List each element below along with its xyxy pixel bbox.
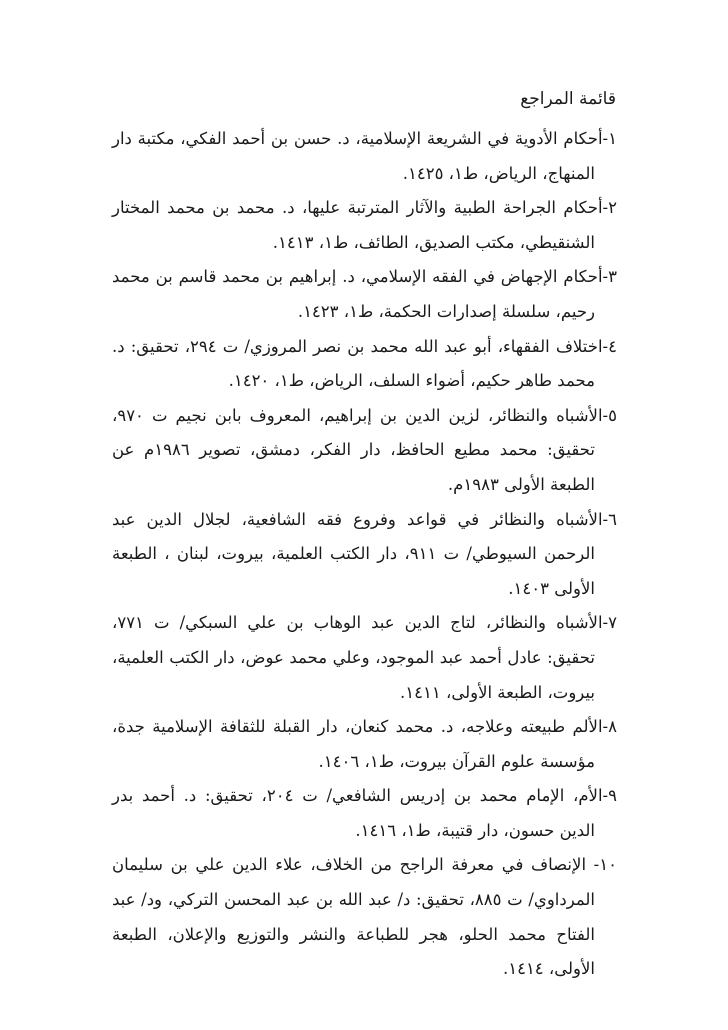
reference-item: ٣-أحكام الإجهاض في الفقه الإسلامي، د. إبراهيم بن محمد قاسم بن محمد رحيم، سلسلة إصدارات الحكمة، ط١، ١٤٢٣. <box>112 267 617 321</box>
reference-item: ٦-الأشباه والنظائر في قواعد وفروع فقه الشافعية، لجلال الدين عبد الرحمن السيوطي/ ت ٩١١، دار الكتب العلمية، بيروت، لبنان ، الطبعة الأولى ١٤٠٣. <box>112 509 617 598</box>
reference-item: ٧-الأشباه والنظائر، لتاج الدين عبد الوهاب بن علي السبكي/ ت ٧٧١، تحقيق: عادل أحمد عبد الموجود، وعلي محمد عوض، دار الكتب العلمية، بيروت، الطبعة الأولى، ١٤١١. <box>112 613 617 702</box>
reference-item: ٤-اختلاف الفقهاء، أبو عبد الله محمد بن نصر المروزي/ ت ٢٩٤، تحقيق: د. محمد طاهر حكيم، أضواء السلف، الرياض، ط١، ١٤٢٠. <box>112 336 617 391</box>
reference-item: ١٠- الإنصاف في معرفة الراجح من الخلاف، علاء الدين علي بن سليمان المرداوي/ ت ٨٨٥، تحقيق: د/ عبد الله بن عبد المحسن التركي، ود/ عبد الفتاح محمد الحلو، هجر للطباعة والنشر والتوزيع والإعلان، الطبعة الأولى، ١٤١٤. <box>112 855 617 979</box>
reference-item: ٥-الأشباه والنظائر، لزين الدين بن إبراهيم، المعروف بابن نجيم ت ٩٧٠، تحقيق: محمد مطيع الحافظ، دار الفكر، دمشق، تصوير ١٩٨٦م عن الطبعة الأولى ١٩٨٣م. <box>112 405 617 494</box>
reference-item: ٨-الألم طبيعته وعلاجه، د. محمد كنعان، دار القبلة للثقافة الإسلامية جدة، مؤسسة علوم القرآن بيروت، ط١، ١٤٠٦. <box>112 717 617 771</box>
reference-item: ١-أحكام الأدوية في الشريعة الإسلامية، د. حسن بن أحمد الفكي، مكتبة دار المنهاج، الرياض، ط١، ١٤٢٥. <box>112 129 617 183</box>
page-title: قائمة المراجع <box>520 89 616 109</box>
reference-item: ٢-أحكام الجراحة الطبية والآثار المترتبة عليها، د. محمد بن محمد المختار الشنقيطي، مكتب الصديق، الطائف، ط١، ١٤١٣. <box>112 198 617 252</box>
references-list <box>112 122 617 987</box>
reference-item: ٩-الأم، الإمام محمد بن إدريس الشافعي/ ت ٢٠٤، تحقيق: د. أحمد بدر الدين حسون، دار قتيبة، ط١، ١٤١٦. <box>112 786 617 840</box>
